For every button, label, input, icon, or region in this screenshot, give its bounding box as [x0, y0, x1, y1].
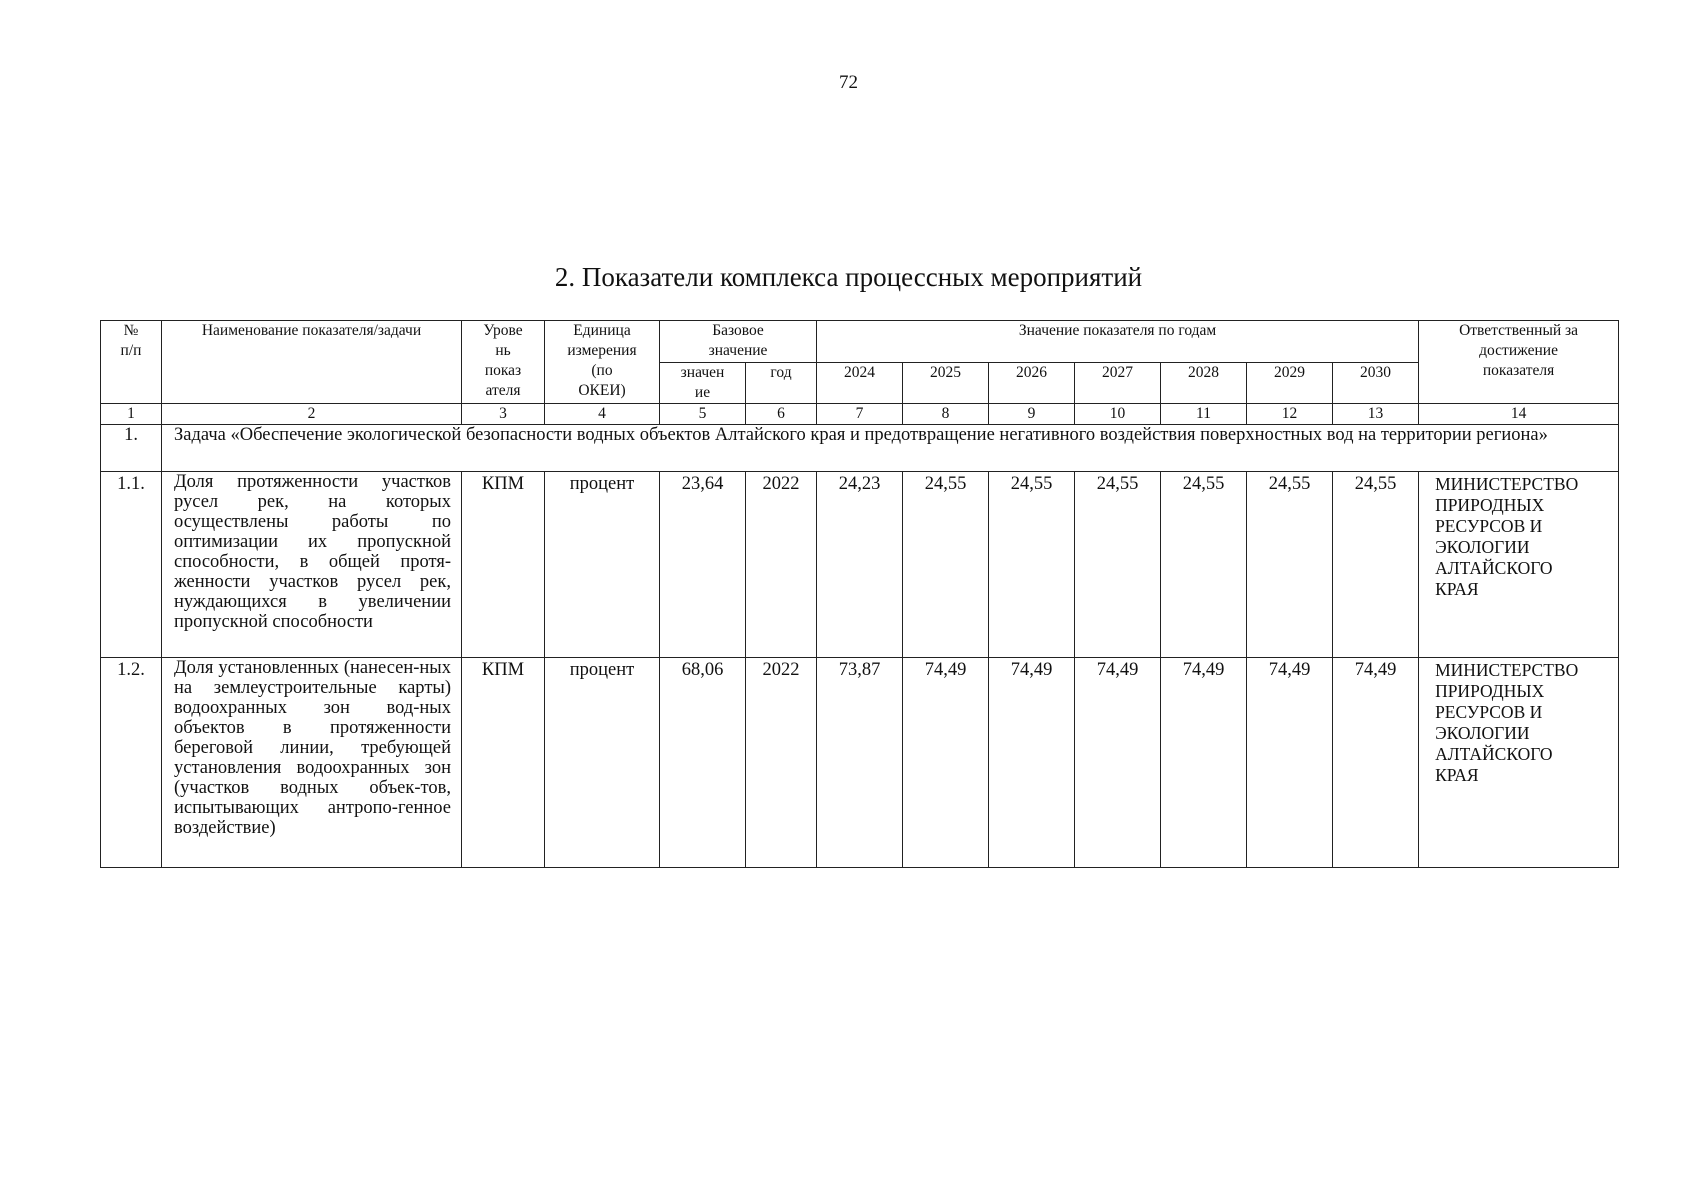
column-number-row	[101, 404, 1619, 425]
indicator-name: Доля установленных (нанесен-ных на землеустроительные карты) водоохранных зон вод-ных объектов в протяженности береговой линии, требующей установления водоохранных зон (участков водных объек-тов, испытывающих антропо-генное воздействие)	[162, 658, 462, 868]
year-value: 73,87	[817, 658, 903, 868]
table-row	[101, 658, 1619, 868]
column-number: 2	[162, 404, 462, 425]
year-value: 74,49	[989, 658, 1075, 868]
indicators-table	[100, 320, 1619, 868]
column-number: 1	[101, 404, 162, 425]
year-value: 24,55	[903, 472, 989, 658]
column-number: 13	[1333, 404, 1419, 425]
page-number: 72	[839, 72, 858, 93]
indicator-name: Доля протяженности участков русел рек, на которых осуществлены работы по оптимизации их пропускной способности, в общей протя-женности участков русел рек, нуждающихся в увеличении пропускной способности	[162, 472, 462, 658]
task-row	[101, 425, 1619, 472]
header-values-by-year: Значение показателя по годам	[817, 321, 1419, 363]
base-year: 2022	[746, 472, 817, 658]
base-value: 68,06	[660, 658, 746, 868]
row-num: 1.1.	[101, 472, 162, 658]
page-title: 2. Показатели комплекса процессных мероприятий	[554, 262, 1143, 292]
year-value: 24,55	[989, 472, 1075, 658]
column-number: 11	[1161, 404, 1247, 425]
header-year: 2030	[1333, 363, 1419, 404]
column-number: 7	[817, 404, 903, 425]
task-text: Задача «Обеспечение экологической безопасности водных объектов Алтайского края и предотвращение негативного воздействия поверхностных вод на территории региона»	[162, 425, 1619, 472]
responsible: МИНИСТЕРСТВО ПРИРОДНЫХ РЕСУРСОВ И ЭКОЛОГИИ АЛТАЙСКОГО КРАЯ	[1419, 472, 1619, 658]
column-number: 5	[660, 404, 746, 425]
indicator-unit: процент	[545, 472, 660, 658]
base-year: 2022	[746, 658, 817, 868]
year-value: 24,23	[817, 472, 903, 658]
year-value: 24,55	[1075, 472, 1161, 658]
year-value: 24,55	[1247, 472, 1333, 658]
indicator-level: КПМ	[462, 472, 545, 658]
header-level: Урове нь показ ателя	[462, 321, 545, 404]
table-row	[101, 472, 1619, 658]
header-base-value: значен ие	[660, 363, 746, 404]
year-value: 24,55	[1333, 472, 1419, 658]
year-value: 74,49	[1247, 658, 1333, 868]
header-year: 2026	[989, 363, 1075, 404]
header-year: 2025	[903, 363, 989, 404]
year-value: 74,49	[1161, 658, 1247, 868]
year-value: 74,49	[903, 658, 989, 868]
indicator-unit: процент	[545, 658, 660, 868]
year-value: 24,55	[1161, 472, 1247, 658]
header-year: 2029	[1247, 363, 1333, 404]
header-base: Базовое значение	[660, 321, 817, 363]
column-number: 8	[903, 404, 989, 425]
header-base-year: год	[746, 363, 817, 404]
responsible: МИНИСТЕРСТВО ПРИРОДНЫХ РЕСУРСОВ И ЭКОЛОГИИ АЛТАЙСКОГО КРАЯ	[1419, 658, 1619, 868]
year-value: 74,49	[1333, 658, 1419, 868]
header-year: 2028	[1161, 363, 1247, 404]
header-responsible: Ответственный за достижение показателя	[1419, 321, 1619, 404]
header-num: № п/п	[101, 321, 162, 404]
header-row-1	[101, 321, 1619, 363]
base-value: 23,64	[660, 472, 746, 658]
column-number: 3	[462, 404, 545, 425]
year-value: 74,49	[1075, 658, 1161, 868]
column-number: 12	[1247, 404, 1333, 425]
header-unit: Единица измерения (по ОКЕИ)	[545, 321, 660, 404]
header-name: Наименование показателя/задачи	[162, 321, 462, 404]
row-num: 1.2.	[101, 658, 162, 868]
column-number: 6	[746, 404, 817, 425]
column-number: 14	[1419, 404, 1619, 425]
column-number: 10	[1075, 404, 1161, 425]
header-year: 2027	[1075, 363, 1161, 404]
task-num: 1.	[101, 425, 162, 472]
column-number: 4	[545, 404, 660, 425]
header-year: 2024	[817, 363, 903, 404]
column-number: 9	[989, 404, 1075, 425]
indicator-level: КПМ	[462, 658, 545, 868]
